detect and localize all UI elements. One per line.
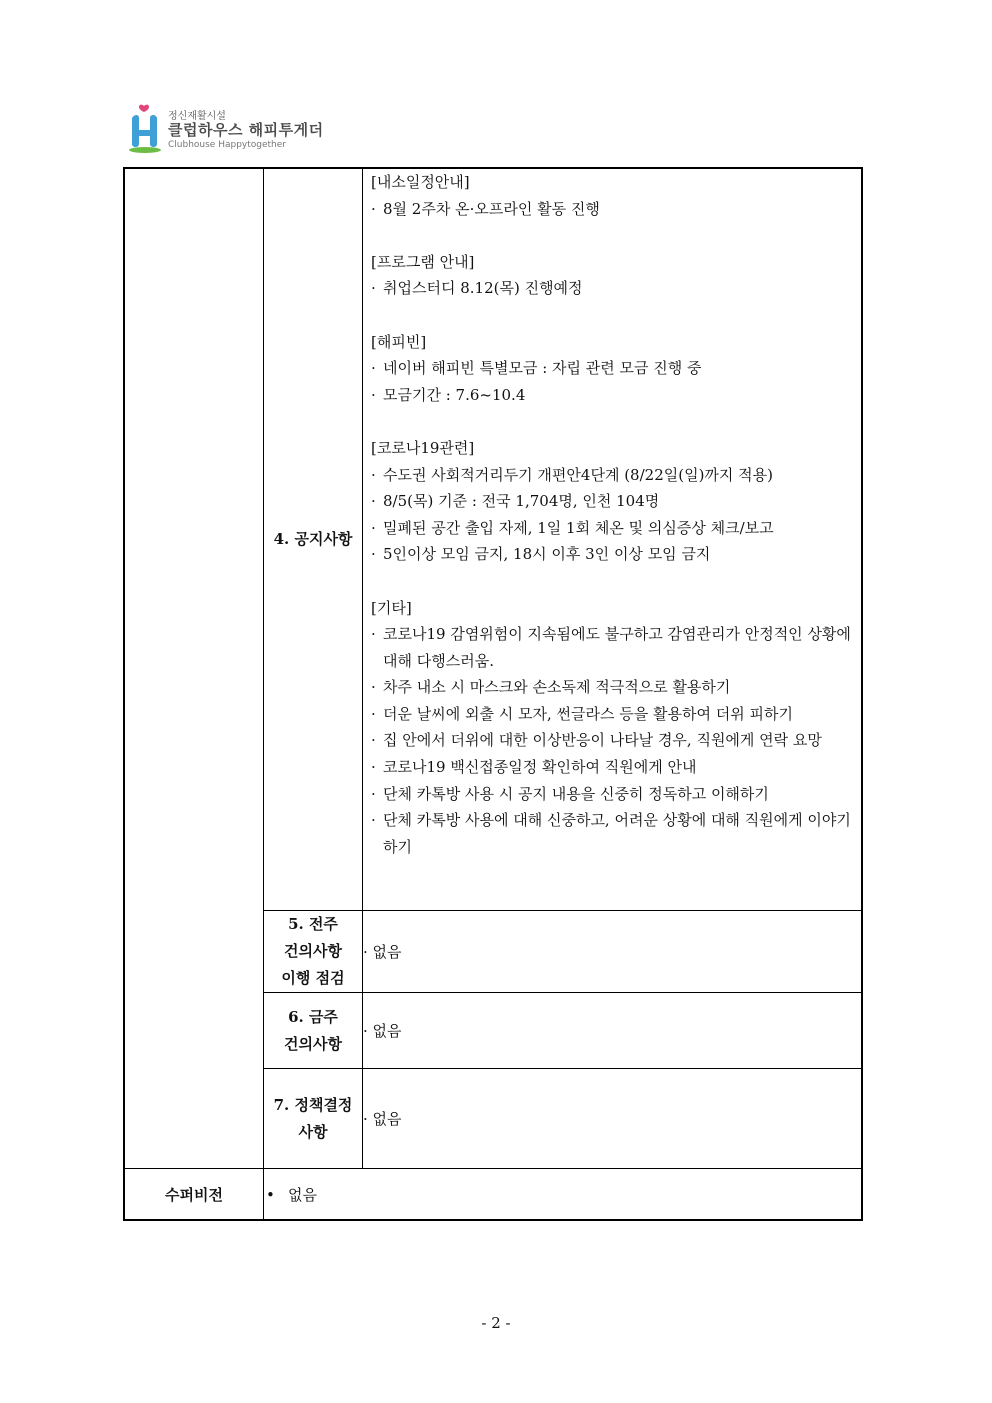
supervision-value-cell [264, 1169, 863, 1221]
list-item-text: 집 안에서 더위에 대한 이상반응이 나타날 경우, 직원에게 연락 요망 [383, 731, 822, 750]
notice-section [371, 435, 855, 568]
list-item [371, 355, 855, 382]
bullet-icon: · [371, 359, 376, 378]
list-item [371, 807, 855, 860]
list-item [371, 781, 855, 808]
bullet-icon: · [371, 518, 376, 537]
list-item-text: 밀폐된 공간 출입 자제, 1일 1회 체온 및 의심증상 체크/보고 [383, 518, 774, 537]
row-value: · 없음 [363, 993, 863, 1069]
page-number: - 2 - [481, 1314, 511, 1332]
list-item [371, 541, 855, 568]
list-item [371, 754, 855, 781]
row-label-policy-decisions [264, 1069, 363, 1169]
bullet-icon: · [371, 704, 376, 723]
list-item-text: 네이버 해피빈 특별모금 : 자립 관련 모금 진행 중 [383, 359, 702, 378]
list-item [371, 621, 855, 674]
label-line: 7. 정책결정 [273, 1095, 353, 1114]
notice-label: 4. 공지사항 [264, 168, 363, 911]
list-item-text: 5인이상 모임 금지, 18시 이후 3인 이상 모임 금지 [383, 545, 711, 564]
bullet-icon: · [371, 492, 376, 511]
bullet-icon: · [371, 545, 376, 564]
row-label-prev-suggestions [264, 911, 363, 993]
list-item [371, 515, 855, 542]
row-label-this-week-suggestions [264, 993, 363, 1069]
logo-english-text: Clubhouse Happytogether [168, 140, 286, 150]
notice-section-title: [해피빈] [371, 332, 427, 351]
bullet-icon: · [371, 731, 376, 750]
list-item-text: 8/5(목) 기준 : 전국 1,704명, 인천 104명 [383, 492, 660, 511]
list-item [371, 196, 855, 223]
empty-category-cell [124, 168, 264, 1169]
list-item-text: 취업스터디 8.12(목) 진행예정 [383, 279, 583, 298]
bullet-icon: · [371, 465, 376, 484]
notice-section [371, 595, 855, 861]
logo-h-icon [128, 104, 166, 154]
row-value: · 없음 [363, 911, 863, 993]
notice-content-cell [363, 168, 863, 911]
list-item [371, 382, 855, 409]
list-item-text: 단체 카톡방 사용 시 공지 내용을 신중히 정독하고 이해하기 [383, 784, 769, 803]
bullet-icon: · [371, 758, 376, 777]
organization-logo [128, 104, 388, 156]
label-line: 5. 전주 [288, 915, 338, 933]
list-item [371, 674, 855, 701]
list-item-text: 수도권 사회적거리두기 개편안4단계 (8/22일(일)까지 적용) [383, 465, 774, 484]
bullet-icon: · [371, 811, 376, 830]
notice-row [124, 168, 862, 911]
logo-small-text: 정신재활시설 [168, 111, 226, 122]
list-item [371, 701, 855, 728]
bullet-icon: · [371, 784, 376, 803]
supervision-row [124, 1169, 862, 1221]
label-line: 건의사항 [284, 1034, 342, 1053]
list-item [371, 488, 855, 515]
list-item-text: 차주 내소 시 마스크와 손소독제 적극적으로 활용하기 [383, 678, 731, 697]
list-item-text: 더운 날씨에 외출 시 모자, 썬글라스 등을 활용하여 더위 피하기 [383, 704, 793, 723]
bullet-icon: · [371, 625, 376, 644]
notice-section [371, 169, 855, 222]
list-item-text: 8월 2주차 온·오프라인 활동 진행 [383, 199, 600, 218]
list-item [371, 462, 855, 489]
notice-section [371, 249, 855, 302]
notice-section-title: [내소일정안내] [371, 173, 470, 191]
bullet-icon: · [371, 279, 376, 298]
bullet-icon: · [371, 385, 376, 404]
label-line: 사항 [298, 1122, 328, 1141]
list-item [371, 275, 855, 302]
list-item-text: 모금기간 : 7.6~10.4 [383, 385, 526, 404]
label-line: 6. 금주 [288, 1007, 338, 1026]
list-item [371, 727, 855, 754]
logo-main-text: 클럽하우스 해피투게더 [168, 121, 324, 139]
supervision-label: 수퍼비전 [124, 1169, 264, 1221]
row-value: · 없음 [363, 1069, 863, 1169]
notice-section-title: [기타] [371, 598, 412, 617]
notice-content [363, 169, 861, 910]
bullet-icon: · [371, 678, 376, 697]
list-item-text: 코로나19 감염위험이 지속됨에도 불구하고 감염관리가 안정적인 상황에 대해 다행스러움. [383, 625, 851, 670]
notice-section-title: [프로그램 안내] [371, 252, 475, 271]
bullet-icon: · [371, 199, 376, 218]
meeting-minutes-table [123, 167, 863, 1221]
notice-section-title: [코로나19관련] [371, 438, 475, 457]
notice-section [371, 329, 855, 409]
supervision-value: 없음 [288, 1185, 317, 1204]
label-line: 건의사항 [284, 942, 342, 960]
list-item-text: 코로나19 백신접종일정 확인하여 직원에게 안내 [383, 758, 697, 777]
list-item-text: 단체 카톡방 사용에 대해 신중하고, 어려운 상황에 대해 직원에게 이야기 하기 [383, 811, 851, 856]
label-line: 이행 점검 [281, 969, 345, 987]
bullet-icon: • [266, 1185, 275, 1204]
